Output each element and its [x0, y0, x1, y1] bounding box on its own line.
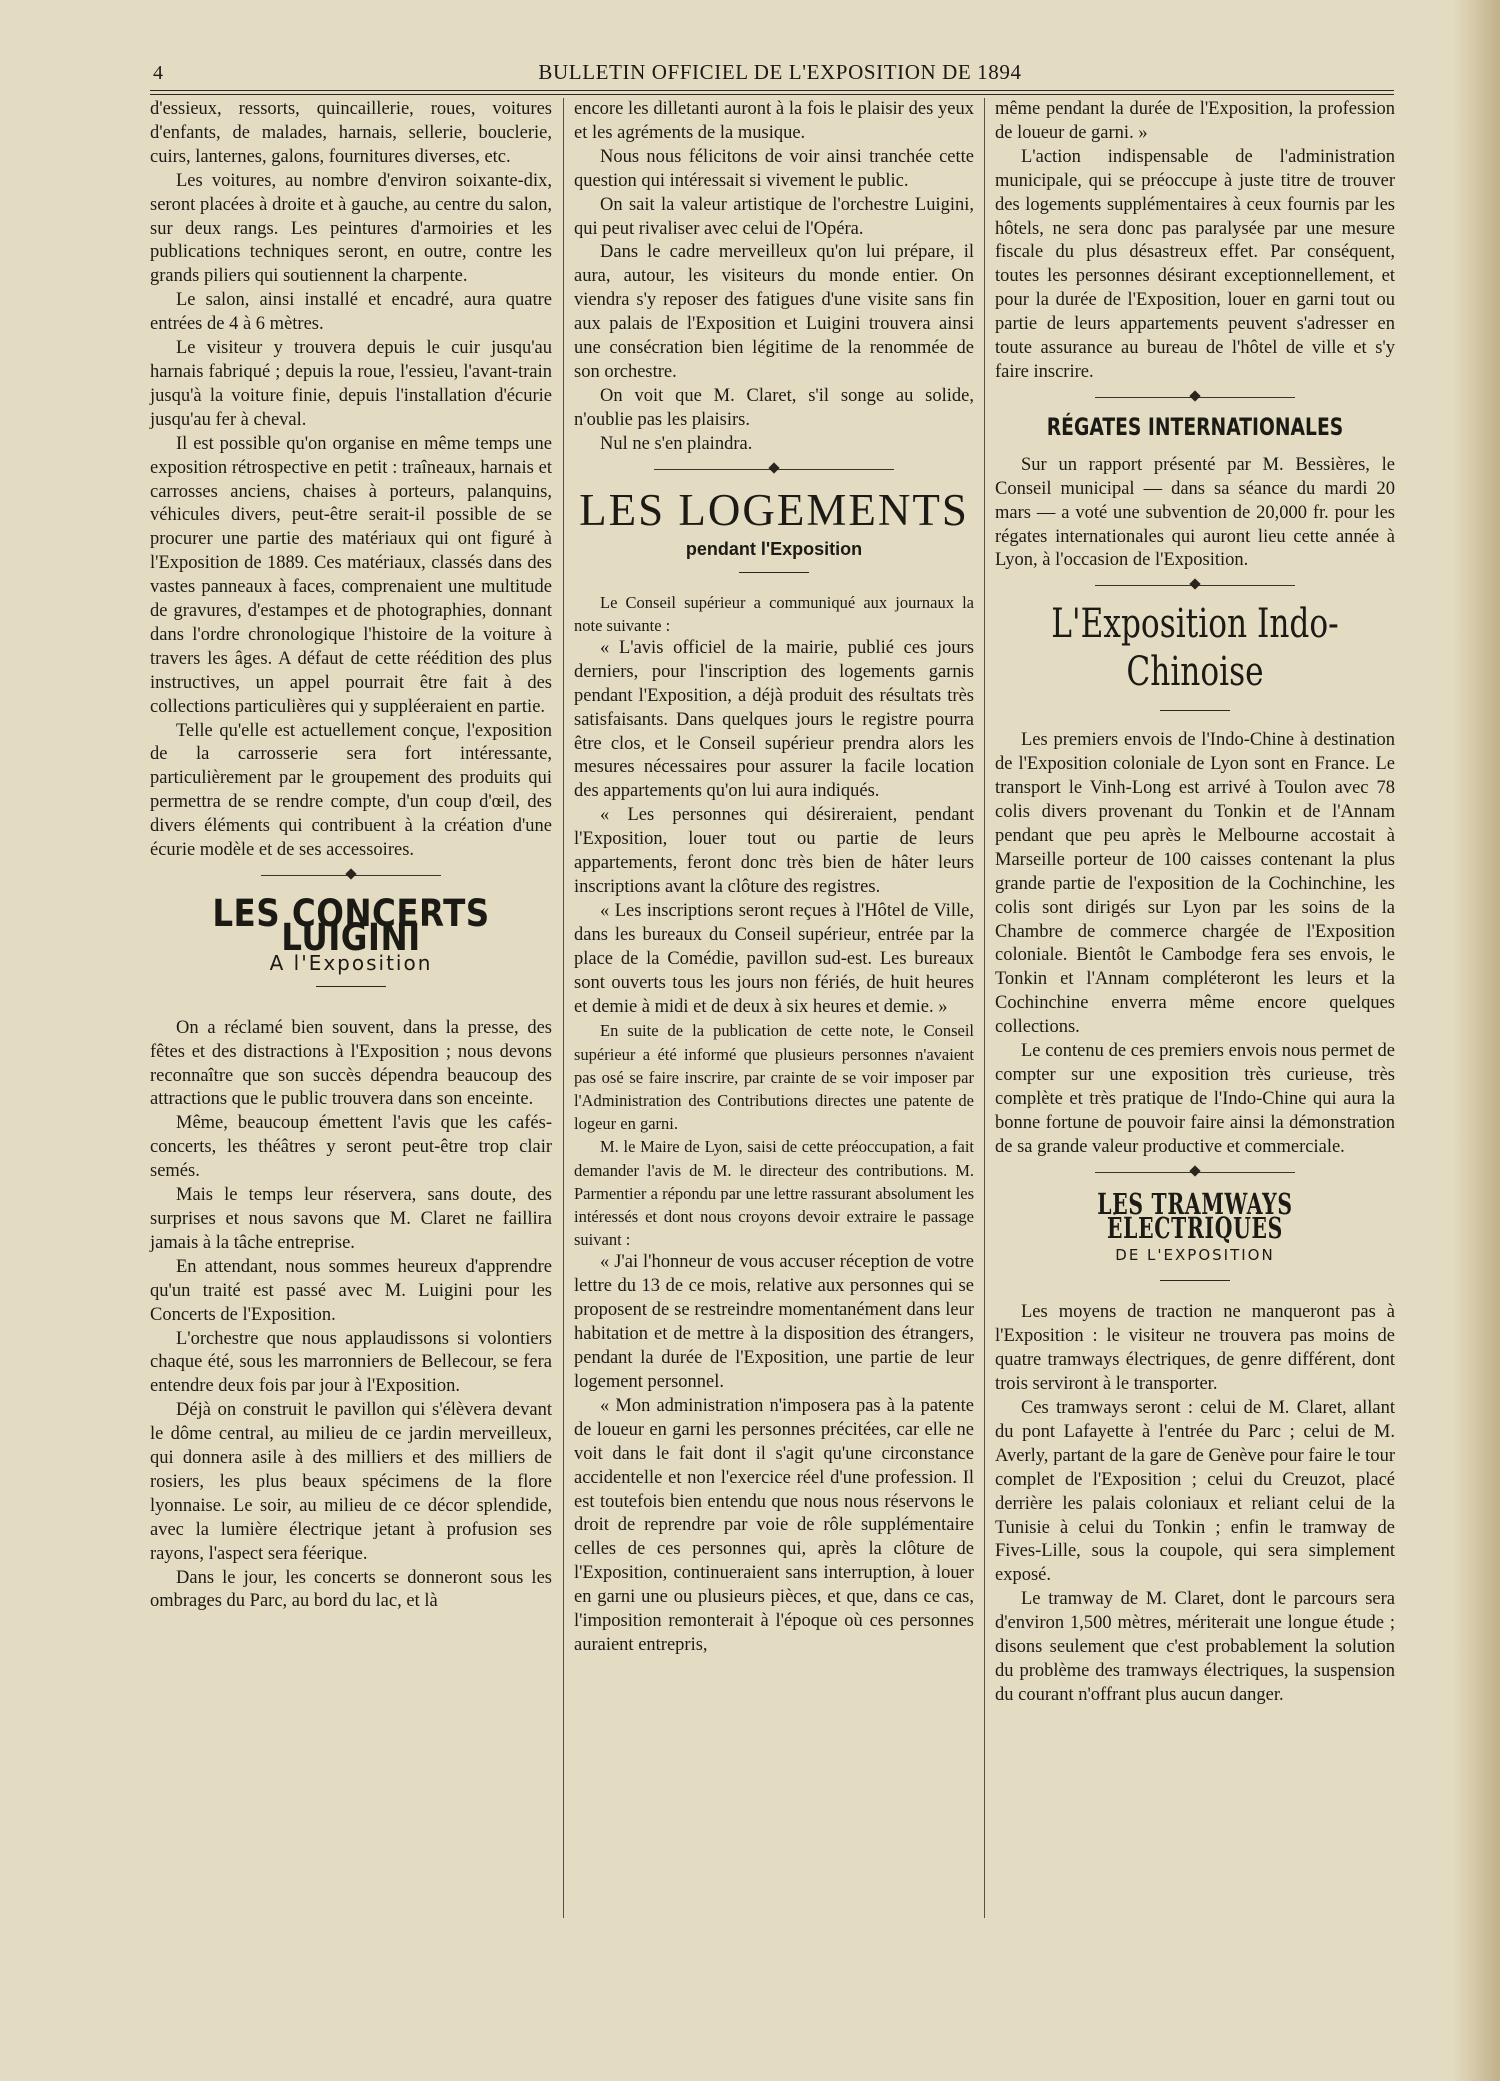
article-subtitle: A l'Exposition [269, 950, 433, 975]
paragraph: « Les inscriptions seront reçues à l'Hôtel de Ville, dans les bureaux du Conseil supérieur, entrée par la place de la Comédie, pavillon sud-est. Les bureaux sont ouverts tous les jours non fériés, de huit heures et demie à midi et de deux à six heures et demie. » [574, 900, 974, 1017]
title-rule [739, 572, 809, 573]
paragraph: L'orchestre que nous applaudissons si volontiers chaque été, sous les marronniers de Bellecour, se fera entendre deux fois par jour à l'Exposition. [150, 1328, 552, 1397]
column-1 [150, 98, 552, 1614]
header-rule-double [150, 94, 1394, 95]
paragraph: L'action indispensable de l'administration municipale, qui se préoccupe à juste titre de trouver des logements supplémentaires à ceux fournis par les hôtels, ne sera donc pas paralysée par une mesure fiscale du plus désastreux effet. Par conséquent, toutes les personnes désirant exceptionnellement, et pour la durée de l'Exposition, louer en garni tout ou partie de leurs appartements peuvent s'adresser en toute assurance au bureau de l'hôtel de ville et s'y faire inscrire. [995, 146, 1395, 382]
paragraph: « Mon administration n'imposera pas à la patente de loueur en garni les personnes précitées, car elle ne voit dans le fait dont il s'agit qu'une circonstance accidentelle et non l'exercice réel d'une profession. Il est toutefois bien entendu que nous nous réservons le droit de reprendre par voie de rôle supplémentaire celles de ces personnes qui, après la clôture de l'Exposition, continueraient sans interruption, à louer en garni une ou plusieurs pièces, et que, dans ce cas, l'imposition remonterait à l'époque où ces personnes auraient entrepris, [574, 1395, 974, 1655]
article-carrosserie [150, 98, 552, 863]
paragraph: M. le Maire de Lyon, saisi de cette préoccupation, a fait demander l'avis de M. le directeur des contributions. M. Parmentier a répondu par une lettre rassurant absolument les intéressés et dont nous croyons devoir extraire le passage suivant : [574, 1137, 974, 1250]
paragraph: « L'avis officiel de la mairie, publié ces jours derniers, pour l'inscription des logements garnis pendant l'Exposition, a déjà produit des résultats très satisfaisants. Dans quelques jours le registre pourra être clos, et le Conseil supérieur prendra alors les mesures nécessaires pour assurer la facile location des appartements qu'on lui aura indiqués. [574, 637, 974, 802]
paragraph: En suite de la publication de cette note, le Conseil supérieur a été informé que plusieurs personnes n'avaient pas osé se faire inscrire, par crainte de se voir imposer par l'Administration des Contributions directes une patente de logeur en garni. [574, 1021, 974, 1134]
paragraph: Les moyens de traction ne manqueront pas à l'Exposition : le visiteur ne trouvera pas moins de quatre tramways électriques, de genre différent, dont trois serviront à le transporter. [995, 1302, 1395, 1395]
section-separator [1095, 1172, 1295, 1173]
diamond-ornament-icon [768, 462, 779, 473]
article-regates [995, 454, 1395, 574]
page-number: 4 [153, 62, 163, 84]
paragraph: Il est possible qu'on organise en même temps une exposition rétrospective en petit : traîneaux, harnais et carrosses anciens, chaises à porteurs, palanquins, véhicules divers, peut-être serait-il possible de se procurer une partie des matériaux qui ont figuré à l'Exposition de 1889. Ces matériaux, classés dans des vastes panneaux à faces, comprenaient une multitude de gravures, d'estampes et de photographies, donnant dans l'ordre chronologique l'histoire de la voiture à travers les âges. A défaut de cette réédition des plus instructives, un appel pourrait être fait à des collections particulières qui y suppléeraient en partie. [150, 433, 552, 717]
article-indo-chinoise [995, 729, 1395, 1159]
section-separator [1095, 397, 1295, 398]
article-title: LES CONCERTS LUIGINI [212, 892, 490, 959]
paragraph: Même, beaucoup émettent l'avis que les cafés-concerts, les théâtres y seront peut-être trop clair semés. [150, 1113, 552, 1182]
article-tramways [995, 1301, 1395, 1707]
article-logements-continued [995, 98, 1395, 385]
paragraph: « Les personnes qui désireraient, pendant l'Exposition, louer tout ou partie de leurs appartements, feront donc très bien de hâter leurs inscriptions avant la clôture des registres. [574, 805, 974, 897]
paragraph: Dans le jour, les concerts se donneront sous les ombrages du Parc, au bord du lac, et là [150, 1567, 552, 1612]
diamond-ornament-icon [345, 868, 356, 879]
title-rule [1160, 710, 1230, 711]
article-title: RÉGATES INTERNATIONALES [1046, 412, 1344, 441]
paragraph: Le tramway de M. Claret, dont le parcours sera d'environ 1,500 mètres, mériterait une longue étude ; disons seulement que c'est probablement la solution du problème des tramways électriques, la suspension du courant n'offrant plus aucun danger. [995, 1589, 1395, 1705]
paragraph: Le Conseil supérieur a communiqué aux journaux la note suivante : [574, 592, 974, 635]
page-header [150, 58, 1410, 88]
paragraph: Nul ne s'en plaindra. [600, 433, 753, 454]
paragraph: Sur un rapport présenté par M. Bessières, le Conseil municipal — dans sa séance du mardi 20 mars — a voté une subvention de 20,000 fr. pour les régates internationales qui auront lieu cette année à Lyon, à l'occasion de l'Exposition. [995, 454, 1395, 571]
section-separator [1095, 585, 1295, 586]
paragraph: Ces tramways seront : celui de M. Claret, allant du pont Lafayette à l'entrée du Parc ; celui de M. Averly, partant de la gare de Genève pour faire le tour complet de l'Exposition ; celui du Creuzot, placé derrière les palais coloniaux et reliant celui de la Tunisie à celui du Tonkin ; enfin le tramway de Fives-Lille, sous la coupole, qui sera simplement exposé. [995, 1397, 1395, 1586]
paragraph: d'essieux, ressorts, quincaillerie, roues, voitures d'enfants, de malades, harnais, sellerie, bouclerie, cuirs, lanternes, galons, fournitures diverses, etc. [150, 99, 552, 167]
article-title: L'Exposition Indo-Chinoise [1051, 601, 1339, 696]
article-logements [574, 591, 974, 1658]
article-title: LES TRAMWAYS ÉLECTRIQUES [1097, 1186, 1293, 1245]
article-subtitle: pendant l'Exposition [685, 538, 863, 559]
column-divider [563, 98, 564, 1918]
paragraph: Le salon, ainsi installé et encadré, aura quatre entrées de 4 à 6 mètres. [150, 290, 552, 335]
column-3 [995, 98, 1395, 1708]
paragraph: Nous nous félicitons de voir ainsi tranchée cette question qui intéressait si vivement le public. [574, 146, 974, 191]
section-separator [654, 469, 894, 470]
paragraph: On sait la valeur artistique de l'orchestre Luigini, qui peut rivaliser avec celui de l'Opéra. [574, 194, 974, 239]
header-rule [150, 90, 1394, 91]
diamond-ornament-icon [1189, 390, 1200, 401]
paragraph: encore les dilletanti auront à la fois le plaisir des yeux et les agréments de la musique. [574, 99, 974, 143]
diamond-ornament-icon [1189, 1165, 1200, 1176]
paragraph: On a réclamé bien souvent, dans la presse, des fêtes et des distractions à l'Exposition ; nous devons reconnaître que son succès dépendra beaucoup des attractions que le public trouvera dans son enceinte. [150, 1017, 552, 1110]
paragraph: Mais le temps leur réservera, sans doute, des surprises et nous savons que M. Claret ne faillira jamais à la tâche entreprise. [150, 1185, 552, 1253]
paragraph: Telle qu'elle est actuellement conçue, l'exposition de la carrosserie sera fort intéressante, particulièrement par le groupement des produits qui permettra de se rendre compte, d'un coup d'œil, des divers éléments qui contribuent à la création d'une écurie modèle et de ses accessoires. [150, 720, 552, 861]
paragraph: « J'ai l'honneur de vous accuser réception de votre lettre du 13 de ce mois, relative aux personnes qui se proposent de se restreindre momentanément dans leur habitation et de mettre à la disposition des étrangers, pendant la durée de l'Exposition, une partie de leur logement personnel. [574, 1252, 974, 1392]
column-2 [574, 98, 974, 1658]
diamond-ornament-icon [1189, 579, 1200, 590]
paragraph: Les voitures, au nombre d'environ soixante-dix, seront placées à droite et à gauche, au centre du salon, sur deux rangs. Les peintures d'armoiries et les publications techniques seront, en outre, contre les grands piliers qui soutiennent la charpente. [150, 170, 552, 287]
page-edge-shadow [1452, 0, 1500, 2081]
article-luigini-continued [574, 98, 974, 457]
title-rule [316, 986, 386, 987]
paragraph: En attendant, nous sommes heureux d'apprendre qu'un traité est passé avec M. Luigini pour les Concerts de l'Exposition. [150, 1256, 552, 1325]
paragraph: On voit que M. Claret, s'il songe au solide, n'oublie pas les plaisirs. [574, 385, 974, 430]
article-subtitle: DE L'EXPOSITION [1115, 1246, 1275, 1265]
paragraph: Déjà on construit le pavillon qui s'élèvera devant le dôme central, au milieu de ce jardin merveilleux, qui donnera asile à des milliers et des milliers de rosiers, les plus beaux spécimens de la flore lyonnaise. Le soir, au milieu de ce décor splendide, avec la lumière électrique jetant à profusion ses rayons, l'aspect sera féerique. [150, 1400, 552, 1564]
paragraph: Le contenu de ces premiers envois nous permet de compter sur une exposition très curieuse, très complète et très pratique de l'Indo-Chine qui aura la bonne fortune de pouvoir faire ainsi la démonstration de sa grande valeur productive et commerciale. [995, 1041, 1395, 1157]
paragraph: Le visiteur y trouvera depuis le cuir jusqu'au harnais fabriqué ; depuis la roue, l'essieu, l'avant-train jusqu'à la voiture finie, depuis l'installation d'écurie jusqu'au fer à cheval. [150, 338, 552, 430]
section-separator [261, 875, 441, 876]
running-title: BULLETIN OFFICIEL DE L'EXPOSITION DE 1894 [538, 60, 1022, 84]
column-divider [984, 98, 985, 1918]
paragraph: Les premiers envois de l'Indo-Chine à destination de l'Exposition coloniale de Lyon sont en France. Le transport le Vinh-Long est arrivé à Toulon avec 78 colis divers provenant du Tonkin et de l'Annam pendant que peu après le Melbourne accostait à Marseille porteur de 100 caisses contenant la plus grande partie de l'exposition de la Cochinchine, les colis sont dirigés sur Lyon par les soins de la Chambre de commerce chargée de l'Exposition coloniale. Bientôt le Cambodge fera ses envois, le Tonkin et l'Annam compléteront les leurs et la Cochinchine enverra même encore quelques collections. [995, 730, 1395, 1038]
paragraph: même pendant la durée de l'Exposition, la profession de loueur de garni. » [995, 99, 1395, 143]
paragraph: Dans le cadre merveilleux qu'on lui prépare, il aura, autour, les visiteurs du monde entier. On viendra s'y reposer des fatigues d'une visite sans fin aux palais de l'Exposition et Luigini trouvera ainsi une consécration bien légitime de la renommée de son orchestre. [574, 242, 974, 382]
article-title: LES LOGEMENTS [579, 484, 969, 535]
article-luigini [150, 1017, 552, 1615]
title-rule [1160, 1280, 1230, 1281]
